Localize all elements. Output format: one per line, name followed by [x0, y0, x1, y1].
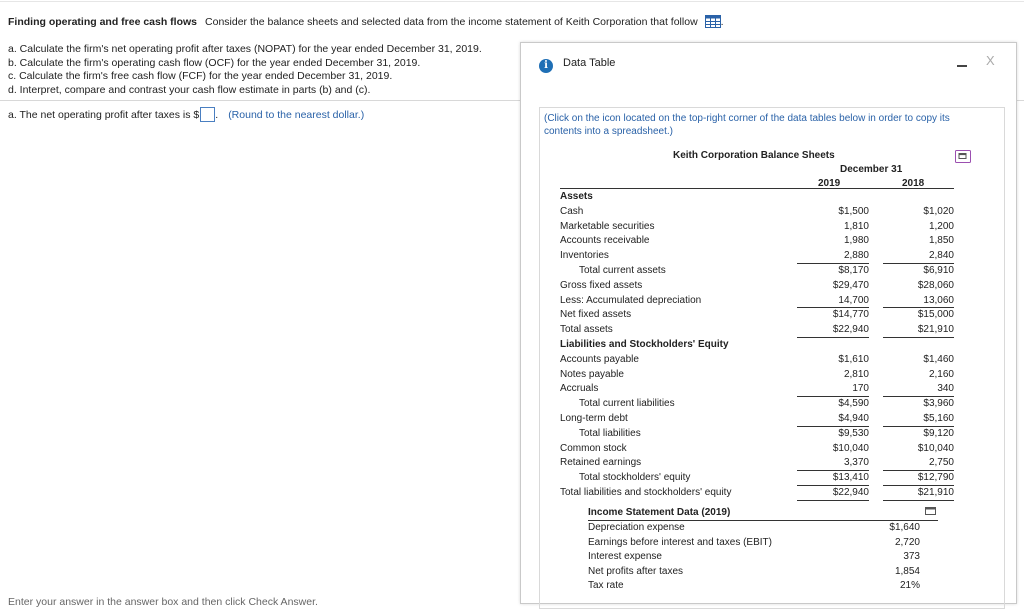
year-header-2018: 2018 [902, 178, 925, 189]
row-label: Assets [560, 191, 593, 202]
row-label: Inventories [560, 250, 609, 262]
table-row [560, 427, 954, 442]
value-2018: $12,790 [917, 472, 954, 484]
table-row [588, 521, 938, 536]
value-2018: $21,910 [917, 486, 954, 498]
table-row [560, 471, 954, 486]
row-label: Long-term debt [560, 412, 628, 424]
row-value: 1,854 [894, 565, 920, 577]
value-2019: $1,610 [838, 353, 869, 365]
top-divider [0, 1, 1024, 2]
value-2018: $1,460 [923, 353, 954, 365]
row-label: Total current liabilities [579, 398, 675, 410]
row-label: Earnings before interest and taxes (EBIT) [588, 536, 772, 548]
balance-sheet-table [560, 190, 954, 501]
table-row [560, 442, 954, 457]
table-row [560, 368, 954, 383]
value-2018: 2,750 [928, 457, 954, 469]
value-2018: 1,850 [928, 235, 954, 247]
question-header: Finding operating and free cash flows Consider the balance sheets and selected data from the income statement of Keith Corporation that follow . [8, 16, 724, 28]
value-2019: $22,940 [832, 486, 869, 498]
copy-instruction: (Click on the icon located on the top-right corner of the data tables below in order to copy its contents into a spreadsheet.) [544, 113, 950, 137]
value-2019: 2,880 [843, 250, 869, 262]
table-row [560, 456, 954, 471]
row-label: Less: Accumulated depreciation [560, 294, 702, 306]
table-row [560, 205, 954, 220]
value-2019: $14,770 [832, 309, 869, 321]
value-2019: $13,410 [832, 472, 869, 484]
question-parts [8, 43, 482, 97]
balance-sheet-title: Keith Corporation Balance Sheets [673, 150, 835, 161]
row-label: Liabilities and Stockholders' Equity [560, 338, 729, 350]
dialog-title: Data Table [563, 57, 616, 69]
table-row [560, 279, 954, 294]
value-2018: $10,040 [917, 442, 954, 454]
part-d: d. Interpret, compare and contrast your cash flow estimate in parts (b) and (c). [8, 83, 371, 96]
value-2019: 3,370 [843, 457, 869, 469]
value-2018: $5,160 [923, 412, 954, 424]
table-row [588, 536, 938, 551]
info-icon: i [539, 59, 553, 73]
copy-to-spreadsheet-icon[interactable] [955, 150, 969, 162]
row-label: Net fixed assets [560, 309, 632, 321]
row-label: Gross fixed assets [560, 279, 643, 291]
table-row [560, 234, 954, 249]
row-label: Accounts payable [560, 353, 639, 365]
table-row [560, 220, 954, 235]
dialog-title-bar [539, 57, 615, 73]
row-label: Net profits after taxes [588, 565, 684, 577]
row-value: 373 [903, 551, 920, 562]
row-label: Interest expense [588, 551, 662, 562]
value-2019: $4,590 [838, 398, 869, 410]
value-2019: 1,810 [843, 220, 869, 232]
value-2018: $3,960 [923, 398, 954, 410]
part-c: c. Calculate the firm's free cash flow (FCF) for the year ended December 31, 2019. [8, 70, 393, 82]
row-label: Retained earnings [560, 457, 642, 469]
row-label: Depreciation expense [588, 522, 685, 533]
value-2018: 13,060 [923, 294, 954, 306]
value-2019: 1,980 [843, 235, 869, 247]
row-label: Total assets [560, 324, 613, 336]
value-2018: 1,200 [928, 220, 954, 232]
row-label: Common stock [560, 442, 627, 454]
footer-instruction: Enter your answer in the answer box and then click Check Answer. [8, 596, 318, 608]
data-table-icon[interactable] [705, 15, 721, 28]
table-row [560, 412, 954, 427]
table-row [560, 353, 954, 368]
row-label: Cash [560, 205, 584, 217]
value-2018: 2,840 [928, 250, 954, 262]
table-header-line [560, 188, 954, 189]
value-2019: $22,940 [832, 324, 869, 336]
table-row [560, 294, 954, 309]
table-row [588, 579, 938, 594]
value-2019: $9,530 [838, 427, 869, 439]
value-2019: $29,470 [832, 279, 869, 291]
row-label: Accounts receivable [560, 235, 650, 247]
row-label: Notes payable [560, 368, 624, 380]
value-2019: 14,700 [838, 294, 869, 306]
value-2019: $8,170 [838, 264, 869, 276]
year-header-2019: 2019 [818, 178, 841, 189]
period-header: December 31 [840, 164, 903, 175]
value-2018: $6,910 [923, 264, 954, 276]
minimize-button[interactable] [957, 65, 967, 67]
table-row [560, 323, 954, 338]
income-statement-table [588, 505, 938, 594]
answer-row: a. The net operating profit after taxes is $ . (Round to the nearest dollar.) [8, 109, 365, 121]
table-row [560, 264, 954, 279]
value-2018: 2,160 [928, 368, 954, 380]
table-row [560, 486, 954, 501]
nopat-answer-input[interactable] [200, 107, 215, 122]
value-2018: $15,000 [917, 309, 954, 321]
table-row [560, 249, 954, 264]
answer-prefix: a. The net operating profit after taxes is $ [8, 109, 200, 121]
value-2018: $21,910 [917, 324, 954, 336]
question-title: Finding operating and free cash flows [8, 16, 198, 28]
row-label: Marketable securities [560, 220, 655, 232]
table-row [560, 338, 954, 353]
table-row [560, 382, 954, 397]
table-row [560, 308, 954, 323]
value-2018: $28,060 [917, 279, 954, 291]
value-2018: $9,120 [923, 427, 954, 439]
dialog-content [539, 107, 1005, 609]
question-intro: Consider the balance sheets and selected data from the income statement of Keith Corporation that follow [205, 16, 698, 28]
value-2019: $4,940 [838, 412, 869, 424]
row-label: Total liabilities [579, 427, 641, 439]
copy-to-spreadsheet-icon[interactable] [924, 505, 938, 517]
row-label: Tax rate [588, 580, 624, 591]
row-value: $1,640 [889, 522, 920, 533]
part-b: b. Calculate the firm's operating cash flow (OCF) for the year ended December 31, 2019. [8, 56, 421, 69]
table-row [560, 397, 954, 412]
value-2018: 340 [937, 383, 954, 395]
value-2019: 2,810 [843, 368, 869, 380]
table-row [560, 190, 954, 205]
data-table-dialog [520, 42, 1017, 604]
table-row [588, 565, 938, 580]
income-statement-title: Income Statement Data (2019) [588, 505, 938, 521]
round-note: (Round to the nearest dollar.) [228, 109, 365, 121]
value-2019: $1,500 [838, 205, 869, 217]
row-label: Accruals [560, 383, 599, 395]
row-label: Total liabilities and stockholders' equity [560, 486, 732, 498]
table-row [588, 550, 938, 565]
row-value: 21% [899, 580, 920, 591]
row-value: 2,720 [894, 536, 920, 548]
close-button[interactable]: X [986, 53, 995, 68]
row-label: Total current assets [579, 264, 666, 276]
value-2019: 170 [852, 383, 869, 395]
cell-underline [797, 500, 869, 501]
part-a: a. Calculate the firm's net operating profit after taxes (NOPAT) for the year ended December 31, 2019. [8, 43, 482, 55]
cell-underline [883, 500, 954, 501]
value-2019: $10,040 [832, 442, 869, 454]
value-2018: $1,020 [923, 205, 954, 217]
section-divider [0, 100, 520, 101]
row-label: Total stockholders' equity [579, 472, 691, 484]
